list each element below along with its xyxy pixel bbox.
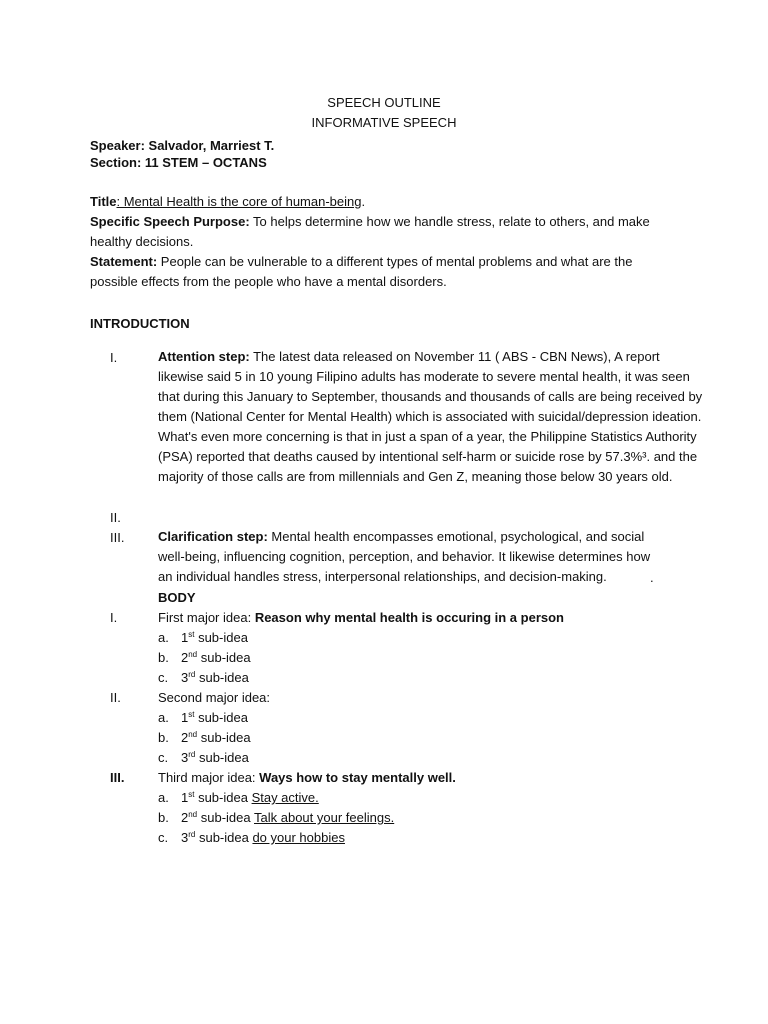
sub-idea-3c: c. 3rd sub-idea do your hobbies (158, 830, 345, 845)
sub-idea-1a: a. 1st sub-idea (158, 630, 248, 645)
section-line: Section: 11 STEM – OCTANS (90, 155, 267, 170)
attention-step (158, 347, 706, 487)
speaker-line: Speaker: Salvador, Marriest T. (90, 138, 275, 153)
body-numeral-2: II. (110, 690, 121, 705)
sub-idea-2a: a. 1st sub-idea (158, 710, 248, 725)
sub-idea-1b: b. 2nd sub-idea (158, 650, 251, 665)
trailing-period: . (650, 570, 654, 585)
major-idea-1: First major idea: Reason why mental health is occuring in a person (158, 610, 564, 625)
sub-idea-2c: c. 3rd sub-idea (158, 750, 249, 765)
purpose-label: Specific Speech Purpose: (90, 214, 250, 229)
statement-text: People can be vulnerable to a different types of mental problems and what are the possible effects from the people who have a mental disorders. (90, 254, 633, 289)
speech-title-line (90, 194, 365, 210)
sub-idea-1c: c. 3rd sub-idea (158, 670, 249, 685)
purpose-text: To helps determine how we handle stress, relate to others, and make healthy decisions. (90, 214, 650, 249)
body-heading: BODY (158, 590, 196, 605)
purpose-paragraph (90, 212, 680, 252)
statement-label: Statement: (90, 254, 158, 269)
title-label: Title (90, 194, 117, 209)
title-end: . (361, 194, 366, 209)
sub-idea-3a: a. 1st sub-idea Stay active. (158, 790, 319, 805)
body-numeral-1: I. (110, 610, 118, 625)
title-value: : Mental Health is the core of human-being (116, 194, 362, 209)
sub-idea-2b: b. 2nd sub-idea (158, 730, 251, 745)
major-idea-2: Second major idea: (158, 690, 271, 705)
major-idea-3: Third major idea: Ways how to stay mentally well. (158, 770, 456, 785)
sub-idea-3a-detail: Stay active. (251, 790, 319, 805)
clarification-step (158, 527, 658, 587)
intro-numeral-3: III. (110, 530, 125, 545)
intro-numeral-1: I. (110, 350, 118, 365)
statement-paragraph (90, 252, 680, 292)
intro-numeral-2: II. (110, 510, 121, 525)
sub-idea-3c-detail: do your hobbies (252, 830, 345, 845)
body-numeral-3: III. (110, 770, 125, 785)
document-subtitle: INFORMATIVE SPEECH (311, 115, 457, 130)
introduction-heading: INTRODUCTION (90, 316, 190, 331)
clarification-text: Mental health encompasses emotional, psychological, and social well-being, influencing cognition, perception, and behavior. It likewise determines how an individual handles stress, interpersonal relationships, and decision-making. (158, 529, 651, 584)
sub-idea-3b: b. 2nd sub-idea Talk about your feelings. (158, 810, 395, 825)
clarification-label: Clarification step: (158, 529, 268, 544)
sub-idea-3b-detail: Talk about your feelings. (254, 810, 395, 825)
document-title: SPEECH OUTLINE (327, 95, 441, 110)
attention-label: Attention step: (158, 349, 250, 364)
attention-text: The latest data released on November 11 ( ABS - CBN News), A report likewise said 5 in 10 young Filipino adults has moderate to severe mental health, it was seen that during this January to September, thousands and thousands of calls are being received by them (National Center for Mental Health) which is associated with suicidal/depression ideation. What's even more concerning is that in just a span of a year, the Philippine Statistics Authority (PSA) reported that deaths caused by intentional self-harm or suicide rose by 57.3%³. and the majority of those calls are from millennials and Gen Z, meaning those below 30 years old. (158, 349, 703, 484)
